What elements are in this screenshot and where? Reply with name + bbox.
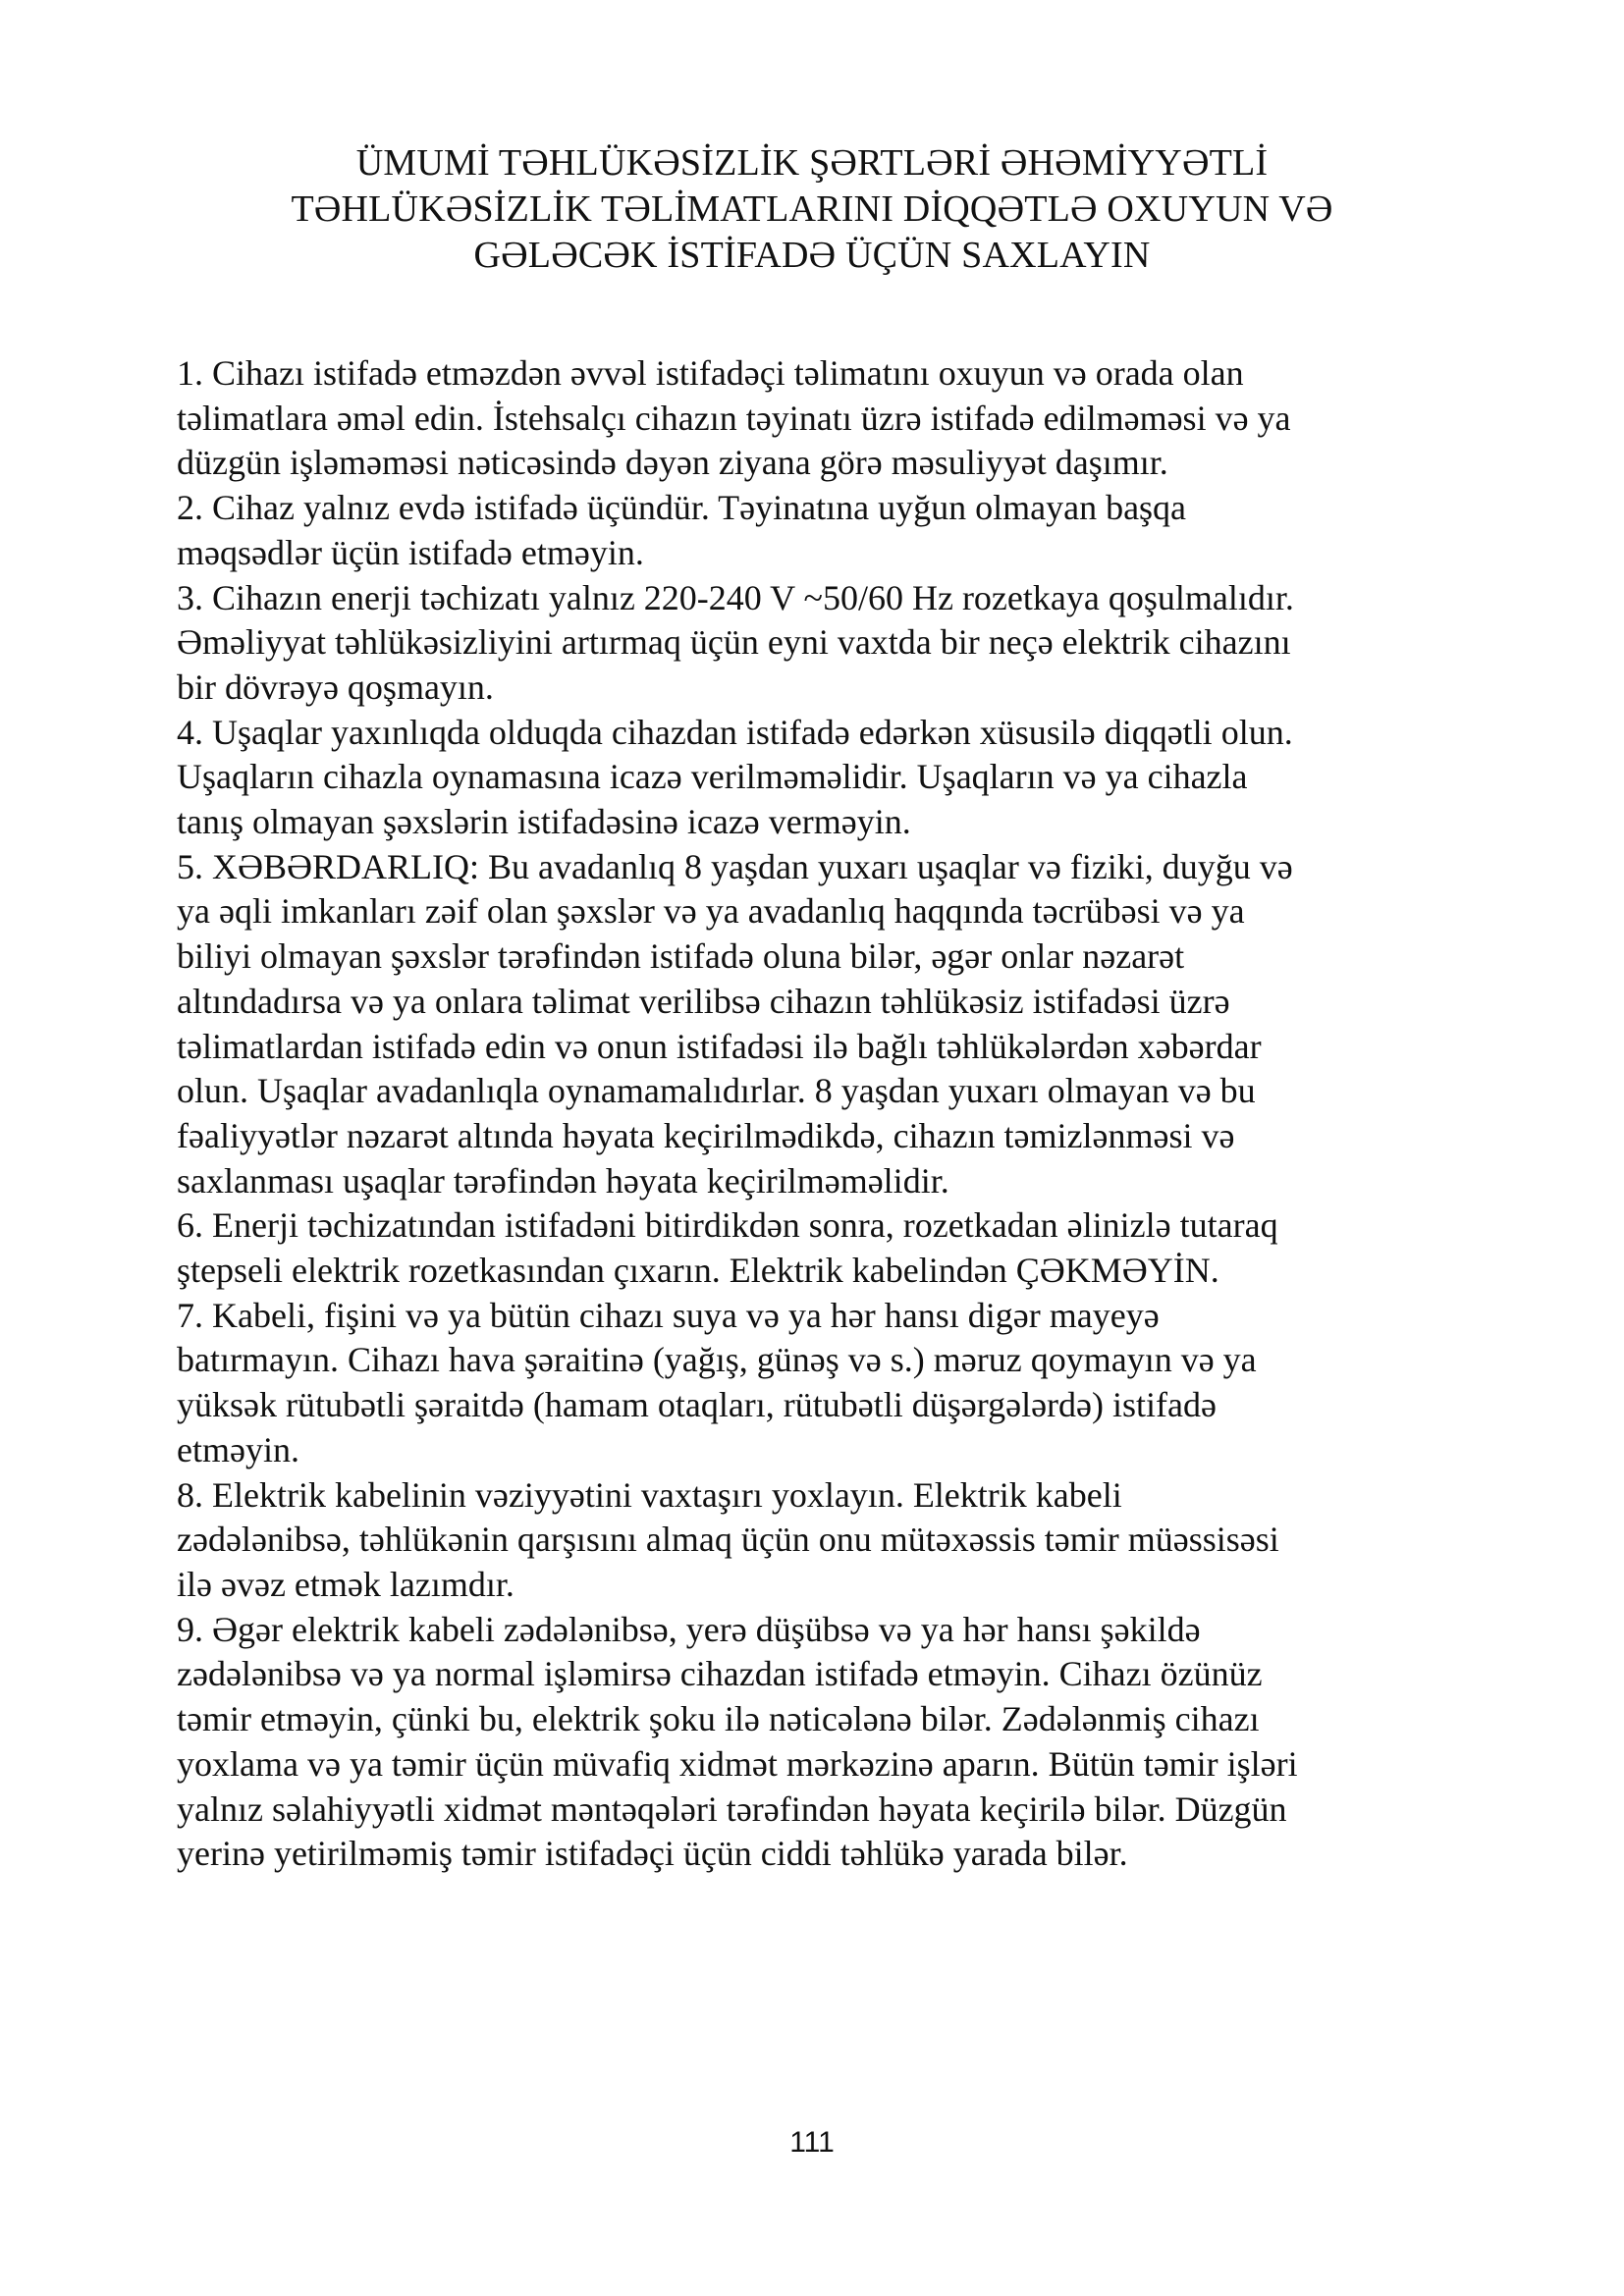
text-line: etməyin. <box>177 1429 299 1469</box>
text-line: təlimatlara əməl edin. İstehsalçı cihazın təyinatı üzrə istifadə edilməməsi və ya <box>177 398 1291 438</box>
title-line: ÜMUMİ TƏHLÜKƏSİZLİK ŞƏRTLƏRİ ƏHƏMİYYƏTLİ <box>355 142 1269 184</box>
instruction-item-7 <box>177 1294 1514 1473</box>
text-line: yalnız səlahiyyətli xidmət məntəqələri tərəfindən həyata keçirilə bilər. Düzgün <box>177 1789 1287 1829</box>
text-line: təlimatlardan istifadə edin və onun istifadəsi ilə bağlı təhlükələrdən xəbərdar <box>177 1026 1262 1066</box>
text-line: 1. Cihazı istifadə etməzdən əvvəl istifadəçi təlimatını oxuyun və orada olan <box>177 353 1244 393</box>
title-line: TƏHLÜKƏSİZLİK TƏLİMATLARINI DİQQƏTLƏ OXUYUN VƏ <box>291 188 1333 230</box>
text-line: 5. XƏBƏRDARLIQ: Bu avadanlıq 8 yaşdan yuxarı uşaqlar və fiziki, duyğu və <box>177 846 1293 886</box>
instruction-item-6 <box>177 1203 1514 1293</box>
instruction-item-5 <box>177 845 1514 1204</box>
text-line: yerinə yetirilməmiş təmir istifadəçi üçün ciddi təhlükə yarada bilər. <box>177 1834 1128 1874</box>
text-line: 2. Cihaz yalnız evdə istifadə üçündür. Təyinatına uyğun olmayan başqa <box>177 488 1187 528</box>
text-line: saxlanması uşaqlar tərəfindən həyata keçirilməməlidir. <box>177 1160 949 1201</box>
instruction-item-1 <box>177 351 1514 486</box>
text-line: ya əqli imkanları zəif olan şəxslər və ya avadanlıq haqqında təcrübəsi və ya <box>177 891 1245 932</box>
text-line: bir dövrəyə qoşmayın. <box>177 667 494 707</box>
page-title <box>157 140 1467 279</box>
instructions-list <box>177 351 1514 1877</box>
text-line: 4. Uşaqlar yaxınlıqda olduqda cihazdan istifadə edərkən xüsusilə diqqətli olun. <box>177 712 1293 752</box>
page-number: 111 <box>789 2126 835 2159</box>
text-line: ilə əvəz etmək lazımdır. <box>177 1564 514 1604</box>
text-line: məqsədlər üçün istifadə etməyin. <box>177 532 644 572</box>
text-line: 7. Kabeli, fişini və ya bütün cihazı suya və ya hər hansı digər mayeyə <box>177 1295 1160 1335</box>
instruction-item-8 <box>177 1473 1514 1608</box>
text-line: yoxlama və ya təmir üçün müvafiq xidmət mərkəzinə aparın. Bütün təmir işləri <box>177 1743 1298 1784</box>
text-line: düzgün işləməməsi nəticəsində dəyən ziyana görə məsuliyyət daşımır. <box>177 443 1168 483</box>
text-line: fəaliyyətlər nəzarət altında həyata keçirilmədikdə, cihazın təmizlənməsi və <box>177 1115 1235 1155</box>
text-line: zədələnibsə və ya normal işləmirsə cihazdan istifadə etməyin. Cihazı özünüz <box>177 1654 1263 1694</box>
instruction-item-3 <box>177 576 1514 711</box>
text-line: Əməliyyat təhlükəsizliyini artırmaq üçün eyni vaxtda bir neçə elektrik cihazını <box>177 622 1291 663</box>
text-line: zədələnibsə, təhlükənin qarşısını almaq üçün onu mütəxəssis təmir müəssisəsi <box>177 1520 1279 1560</box>
text-line: olun. Uşaqlar avadanlıqla oynamamalıdırlar. 8 yaşdan yuxarı olmayan və bu <box>177 1071 1256 1111</box>
text-line: Uşaqların cihazla oynamasına icazə verilməməlidir. Uşaqların və ya cihazla <box>177 757 1248 797</box>
instruction-item-9 <box>177 1608 1514 1877</box>
text-line: 9. Əgər elektrik kabeli zədələnibsə, yerə düşübsə və ya hər hansı şəkildə <box>177 1609 1201 1649</box>
instruction-item-4 <box>177 711 1514 845</box>
text-line: biliyi olmayan şəxslər tərəfindən istifadə oluna bilər, əgər onlar nəzarət <box>177 936 1185 977</box>
instruction-item-2 <box>177 486 1514 575</box>
text-line: tanış olmayan şəxslərin istifadəsinə icazə verməyin. <box>177 802 911 842</box>
text-line: yüksək rütubətli şəraitdə (hamam otaqları, rütubətli düşərgələrdə) istifadə <box>177 1385 1217 1425</box>
text-line: batırmayın. Cihazı hava şəraitinə (yağış, günəş və s.) məruz qoymayın və ya <box>177 1340 1257 1380</box>
text-line: 8. Elektrik kabelinin vəziyyətini vaxtaşırı yoxlayın. Elektrik kabeli <box>177 1474 1122 1515</box>
text-line: 3. Cihazın enerji təchizatı yalnız 220-240 V ~50/60 Hz rozetkaya qoşulmalıdır. <box>177 577 1294 617</box>
text-line: ştepseli elektrik rozetkasından çıxarın. Elektrik kabelindən ÇƏKMƏYİN. <box>177 1251 1219 1291</box>
text-line: altındadırsa və ya onlara təlimat verilibsə cihazın təhlükəsiz istifadəsi üzrə <box>177 981 1230 1021</box>
title-line: GƏLƏCƏK İSTİFADƏ ÜÇÜN SAXLAYIN <box>473 235 1151 276</box>
text-line: təmir etməyin, çünki bu, elektrik şoku ilə nəticələnə bilər. Zədələnmiş cihazı <box>177 1699 1260 1739</box>
text-line: 6. Enerji təchizatından istifadəni bitirdikdən sonra, rozetkadan əlinizlə tutaraq <box>177 1205 1278 1246</box>
